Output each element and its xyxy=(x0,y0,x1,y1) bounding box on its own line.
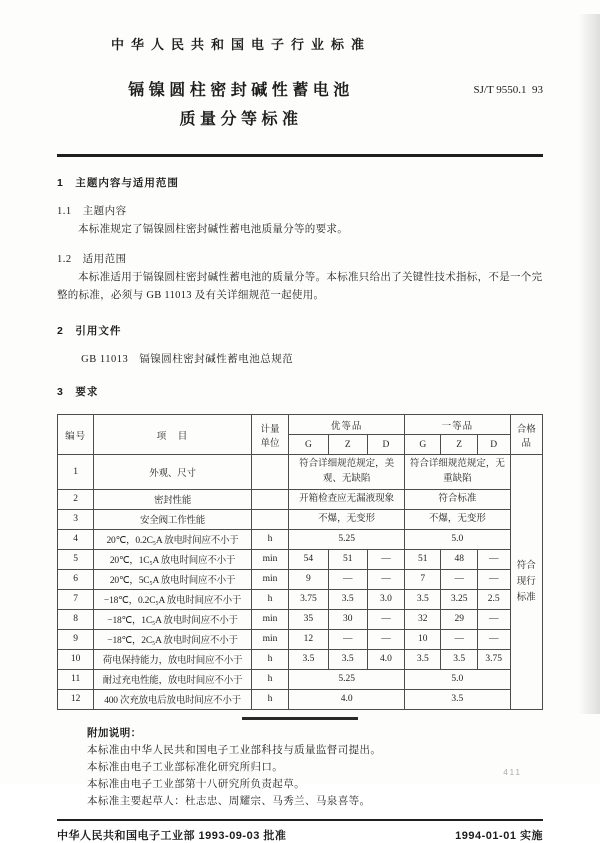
table-cell: 3.75 xyxy=(289,589,328,609)
table-cell: 48 xyxy=(441,549,477,569)
table-cell xyxy=(251,489,288,509)
table-cell: 6 xyxy=(58,569,94,589)
table-cell: 3.5 xyxy=(405,649,441,669)
subcolumn-header-g: G xyxy=(289,435,328,455)
table-cell: 3.75 xyxy=(477,649,510,669)
table-cell: 5.25 xyxy=(289,669,405,689)
table-cell: — xyxy=(328,629,367,649)
table-row xyxy=(58,629,543,649)
table-row xyxy=(58,509,543,529)
notes-lines xyxy=(87,742,543,810)
table-row xyxy=(58,609,543,629)
table-cell: 不爆，无变形 xyxy=(289,509,405,529)
footer-approval-text: 中华人民共和国电子工业部 1993-09-03 批准 xyxy=(57,829,287,842)
table-end-rule xyxy=(242,717,358,720)
standard-number: SJ/T 9550.1 93 xyxy=(473,84,543,96)
table-cell: 3.5 xyxy=(405,689,510,709)
table-cell: 12 xyxy=(58,689,94,709)
page-number: 411 xyxy=(503,768,522,777)
table-cell: 8 xyxy=(58,609,94,629)
table-cell: min xyxy=(251,549,288,569)
footer-implementation-text: 1994-01-01 实施 xyxy=(455,829,543,842)
table-row xyxy=(58,589,543,609)
subcolumn-header-d: D xyxy=(477,435,510,455)
table-cell: — xyxy=(367,569,404,589)
table-cell: 符合标准 xyxy=(405,489,510,509)
table-cell: 符合详细规范规定，美观、无缺陷 xyxy=(289,455,405,489)
table-row xyxy=(58,689,543,709)
table-cell: — xyxy=(477,569,510,589)
notes-line: 本标准由电子工业部第十八研究所负责起草。 xyxy=(87,778,305,790)
column-header-unit-line2: 单位 xyxy=(260,438,280,449)
table-cell: 10 xyxy=(405,629,441,649)
table-cell: h xyxy=(251,589,288,609)
table-row xyxy=(58,649,543,669)
table-cell: 1 xyxy=(58,455,94,489)
table-cell: 4.0 xyxy=(367,649,404,669)
table-cell: −18℃，2C₅A 放电时间应不小于 xyxy=(94,629,252,649)
table-cell: 3.5 xyxy=(328,589,367,609)
table-cell: 51 xyxy=(405,549,441,569)
table-cell: 35 xyxy=(289,609,328,629)
table-cell: 5 xyxy=(58,549,94,569)
table-cell: 20℃，1C₅A 放电时间应不小于 xyxy=(94,549,252,569)
table-cell: 54 xyxy=(289,549,328,569)
table-row xyxy=(58,549,543,569)
notes-line: 本标准由中华人民共和国电子工业部科技与质量监督司提出。 xyxy=(87,744,382,756)
table-cell: 2.5 xyxy=(477,589,510,609)
title-line-2: 质量分等标准 xyxy=(179,110,303,128)
table-cell: 符合详细规范规定，无重缺陷 xyxy=(405,455,510,489)
header-divider-rule xyxy=(57,154,543,157)
table-cell: — xyxy=(367,629,404,649)
notes-line: 本标准由电子工业部标准化研究所归口。 xyxy=(87,761,284,773)
table-cell: h xyxy=(251,529,288,549)
table-cell: — xyxy=(441,629,477,649)
table-cell: 3.25 xyxy=(441,589,477,609)
table-header-row xyxy=(58,415,543,435)
table-cell: min xyxy=(251,629,288,649)
table-cell: 3 xyxy=(58,509,94,529)
table-cell: 9 xyxy=(58,629,94,649)
column-header-item: 项 目 xyxy=(94,415,252,455)
table-cell: — xyxy=(477,549,510,569)
table-cell: 5.0 xyxy=(405,669,510,689)
table-cell: — xyxy=(367,609,404,629)
column-header-first-grade: 一等品 xyxy=(405,415,510,435)
table-cell: 5.0 xyxy=(405,529,510,549)
section-3-heading: 3 要求 xyxy=(57,386,99,399)
table-cell: 11 xyxy=(58,669,94,689)
column-header-unit-line1: 计量 xyxy=(260,424,280,435)
table-cell: 51 xyxy=(328,549,367,569)
document-footer xyxy=(57,827,543,843)
additional-notes xyxy=(87,725,543,810)
document-header xyxy=(57,34,543,53)
section-1-1-paragraph: 本标准规定了镉镍圆柱密封碱性蓄电池质量分等的要求。 xyxy=(78,223,348,235)
table-cell: 安全阀工作性能 xyxy=(94,509,252,529)
table-cell: 4 xyxy=(58,529,94,549)
requirements-table-body xyxy=(58,455,543,709)
table-cell: — xyxy=(441,569,477,589)
table-cell: — xyxy=(328,569,367,589)
subcolumn-header-g: G xyxy=(405,435,441,455)
table-cell: 7 xyxy=(405,569,441,589)
subcolumn-header-z: Z xyxy=(441,435,477,455)
footer-divider-rule xyxy=(57,819,543,821)
table-cell: 外观、尺寸 xyxy=(94,455,252,489)
table-cell: h xyxy=(251,669,288,689)
table-cell: 29 xyxy=(441,609,477,629)
section-1-2-paragraph: 本标准适用于镉镍圆柱密封碱性蓄电池的质量分等。本标准只给出了关键性技术指标，不是一个完整的标准，必须与 GB 11013 及有关详细规范一起使用。 xyxy=(57,272,543,302)
table-cell: h xyxy=(251,649,288,669)
table-cell: 3.5 xyxy=(328,649,367,669)
table-cell: 7 xyxy=(58,589,94,609)
table-cell: 荷电保持能力，放电时间应不小于 xyxy=(94,649,252,669)
org-line-wrap xyxy=(57,34,425,53)
table-cell: min xyxy=(251,609,288,629)
column-header-premium-grade: 优等品 xyxy=(289,415,405,435)
section-2-heading: 2 引用文件 xyxy=(57,325,122,338)
column-header-no: 编号 xyxy=(58,415,94,455)
table-row xyxy=(58,569,543,589)
section-1-1-heading: 1.1 主题内容 xyxy=(57,205,127,217)
table-cell: 400 次充放电后放电时间应不小于 xyxy=(94,689,252,709)
document-title xyxy=(57,77,425,135)
table-cell: min xyxy=(251,569,288,589)
table-row xyxy=(58,529,543,549)
table-cell: 9 xyxy=(289,569,328,589)
table-cell: 5.25 xyxy=(289,529,405,549)
title-line-1: 镉镍圆柱密封碱性蓄电池 xyxy=(128,82,354,99)
additional-notes-heading: 附加说明： xyxy=(87,726,142,739)
table-cell: 32 xyxy=(405,609,441,629)
table-cell: — xyxy=(367,549,404,569)
table-cell: −18℃，1C₅A 放电时间应不小于 xyxy=(94,609,252,629)
column-header-unit xyxy=(251,415,288,455)
requirements-table xyxy=(57,414,543,709)
table-cell: −18℃，0.2C₅A 放电时间应不小于 xyxy=(94,589,252,609)
table-cell: 3.0 xyxy=(367,589,404,609)
scan-edge-shadow xyxy=(578,14,600,714)
table-cell: 2 xyxy=(58,489,94,509)
notes-line: 本标准主要起草人：杜志忠、周耀宗、马秀兰、马泉喜等。 xyxy=(87,795,371,807)
table-cell: 3.5 xyxy=(289,649,328,669)
table-cell: 耐过充电性能，放电时间应不小于 xyxy=(94,669,252,689)
column-header-qualified-grade: 合格品 xyxy=(510,415,542,455)
section-1-heading: 1 主题内容与适用范围 xyxy=(57,176,179,189)
table-row xyxy=(58,669,543,689)
table-cell: 4.0 xyxy=(289,689,405,709)
standard-org-line: 中华人民共和国电子行业标准 xyxy=(110,37,371,52)
table-row xyxy=(58,489,543,509)
table-cell: — xyxy=(477,609,510,629)
table-cell: — xyxy=(477,629,510,649)
table-cell: h xyxy=(251,689,288,709)
table-cell xyxy=(251,455,288,489)
table-cell: 12 xyxy=(289,629,328,649)
table-cell: 开箱检查应无漏液现象 xyxy=(289,489,405,509)
table-cell: 30 xyxy=(328,609,367,629)
table-cell: 符合现行标准 xyxy=(510,455,542,709)
table-cell: 10 xyxy=(58,649,94,669)
table-cell: 不爆，无变形 xyxy=(405,509,510,529)
section-1-2-heading: 1.2 适用范围 xyxy=(57,254,127,266)
subcolumn-header-z: Z xyxy=(328,435,367,455)
table-cell: 密封性能 xyxy=(94,489,252,509)
referenced-document-line: GB 11013 镉镍圆柱密封碱性蓄电池总规范 xyxy=(81,354,294,366)
table-cell xyxy=(251,509,288,529)
subcolumn-header-d: D xyxy=(367,435,404,455)
title-block xyxy=(57,77,543,135)
table-cell: 20℃，0.2C₅A 放电时间应不小于 xyxy=(94,529,252,549)
table-cell: 3.5 xyxy=(441,649,477,669)
table-cell: 3.5 xyxy=(405,589,441,609)
table-row xyxy=(58,455,543,489)
table-cell: 20℃，5C₅A 放电时间应不小于 xyxy=(94,569,252,589)
